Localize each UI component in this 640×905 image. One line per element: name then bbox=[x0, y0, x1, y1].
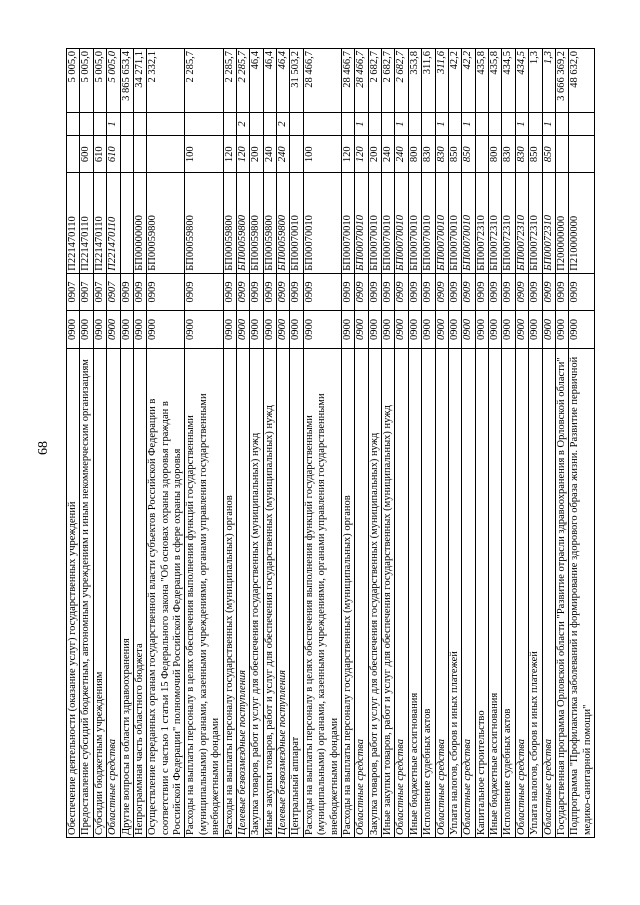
expense-type-cell: 120 bbox=[355, 136, 368, 173]
table-row bbox=[569, 49, 595, 838]
amount-cell: 435,8 bbox=[475, 49, 488, 113]
table-row bbox=[120, 49, 133, 838]
table-row bbox=[277, 49, 290, 838]
table-row bbox=[147, 49, 185, 838]
section-code-cell: 0909 bbox=[277, 273, 290, 310]
ministry-code-cell: 0900 bbox=[435, 311, 448, 348]
section-code-cell: 0909 bbox=[569, 273, 595, 310]
expense-type-cell: 610 bbox=[93, 136, 106, 173]
table-row bbox=[236, 49, 249, 838]
target-article-cell: БП00059800 bbox=[185, 173, 223, 273]
item-name-cell: Областные средства bbox=[395, 348, 408, 837]
ministry-code-cell: 0900 bbox=[462, 311, 475, 348]
item-name-cell: Областные средства bbox=[355, 348, 368, 837]
section-code-cell: 0909 bbox=[515, 273, 528, 310]
item-name-cell: Расходы на выплаты персоналу государственных (муниципальных) органов bbox=[341, 348, 354, 837]
table-row bbox=[185, 49, 223, 838]
item-name-cell: Государственная программа Орловской области "Развитие отрасли здравоохранения в Орловской области" bbox=[555, 348, 568, 837]
funding-source-cell bbox=[185, 113, 223, 136]
expense-type-cell bbox=[569, 136, 595, 173]
target-article-cell: БП00059800 bbox=[223, 173, 236, 273]
ministry-code-cell: 0900 bbox=[290, 311, 303, 348]
ministry-code-cell: 0900 bbox=[395, 311, 408, 348]
target-article-cell: БП00072310 bbox=[529, 173, 542, 273]
section-code-cell: 0909 bbox=[341, 273, 354, 310]
table-row bbox=[290, 49, 303, 838]
expense-type-cell bbox=[290, 136, 303, 173]
amount-cell: 3 865 653,4 bbox=[120, 49, 133, 113]
section-code-cell: 0909 bbox=[448, 273, 461, 310]
table-row bbox=[107, 49, 120, 838]
ministry-code-cell: 0900 bbox=[422, 311, 435, 348]
amount-cell: 2 682,7 bbox=[382, 49, 395, 113]
expense-type-cell: 100 bbox=[185, 136, 223, 173]
funding-source-cell: 1 bbox=[515, 113, 528, 136]
section-code-cell: 0909 bbox=[555, 273, 568, 310]
funding-source-cell bbox=[448, 113, 461, 136]
funding-source-cell: 1 bbox=[395, 113, 408, 136]
target-article-cell: БП00070010 bbox=[341, 173, 354, 273]
amount-cell: 2 332,1 bbox=[147, 49, 185, 113]
amount-cell: 42,2 bbox=[462, 49, 475, 113]
section-code-cell: 0909 bbox=[355, 273, 368, 310]
funding-source-cell bbox=[223, 113, 236, 136]
target-article-cell: БП00070010 bbox=[382, 173, 395, 273]
table-row bbox=[341, 49, 354, 838]
target-article-cell: БП00059800 bbox=[263, 173, 276, 273]
funding-source-cell bbox=[93, 113, 106, 136]
section-code-cell: 0909 bbox=[290, 273, 303, 310]
ministry-code-cell: 0900 bbox=[502, 311, 515, 348]
target-article-cell: БП00059800 bbox=[147, 173, 185, 273]
expense-type-cell bbox=[120, 136, 133, 173]
amount-cell: 5 005,0 bbox=[80, 49, 93, 113]
funding-source-cell bbox=[502, 113, 515, 136]
funding-source-cell bbox=[382, 113, 395, 136]
item-name-cell: Целевые безвозмездные поступления bbox=[277, 348, 290, 837]
amount-cell: 434,5 bbox=[515, 49, 528, 113]
expense-type-cell: 240 bbox=[382, 136, 395, 173]
ministry-code-cell: 0900 bbox=[368, 311, 381, 348]
target-article-cell: БП00070010 bbox=[435, 173, 448, 273]
table-row bbox=[435, 49, 448, 838]
ministry-code-cell: 0900 bbox=[515, 311, 528, 348]
amount-cell: 353,8 bbox=[408, 49, 421, 113]
funding-source-cell bbox=[475, 113, 488, 136]
target-article-cell: БП00072310 bbox=[489, 173, 502, 273]
target-article-cell: БП00070010 bbox=[395, 173, 408, 273]
section-code-cell: 0909 bbox=[120, 273, 133, 310]
section-code-cell: 0909 bbox=[408, 273, 421, 310]
target-article-cell: П200000000 bbox=[555, 173, 568, 273]
funding-source-cell bbox=[250, 113, 263, 136]
funding-source-cell: 2 bbox=[236, 113, 249, 136]
expense-type-cell: 120 bbox=[236, 136, 249, 173]
target-article-cell: БП00070010 bbox=[448, 173, 461, 273]
section-code-cell: 0909 bbox=[435, 273, 448, 310]
amount-cell: 2 285,7 bbox=[185, 49, 223, 113]
table-row bbox=[408, 49, 421, 838]
item-name-cell: Субсидии бюджетным учреждениям bbox=[93, 348, 106, 837]
funding-source-cell bbox=[133, 113, 146, 136]
ministry-code-cell: 0900 bbox=[147, 311, 185, 348]
table-row bbox=[542, 49, 555, 838]
expense-type-cell: 120 bbox=[223, 136, 236, 173]
budget-table-body bbox=[67, 49, 595, 838]
expense-type-cell: 200 bbox=[250, 136, 263, 173]
ministry-code-cell: 0900 bbox=[236, 311, 249, 348]
amount-cell: 5 005,0 bbox=[67, 49, 80, 113]
target-article-cell: БП00070010 bbox=[290, 173, 303, 273]
expense-type-cell bbox=[147, 136, 185, 173]
target-article-cell bbox=[120, 173, 133, 273]
section-code-cell: 0907 bbox=[80, 273, 93, 310]
funding-source-cell bbox=[422, 113, 435, 136]
item-name-cell: Областные средства bbox=[107, 348, 120, 837]
table-row bbox=[263, 49, 276, 838]
target-article-cell: П221470110 bbox=[93, 173, 106, 273]
item-name-cell: Иные бюджетные ассигнования bbox=[489, 348, 502, 837]
amount-cell: 3 666 369,2 bbox=[555, 49, 568, 113]
section-code-cell: 0909 bbox=[368, 273, 381, 310]
section-code-cell: 0909 bbox=[395, 273, 408, 310]
item-name-cell: Областные средства bbox=[515, 348, 528, 837]
item-name-cell: Центральный аппарат bbox=[290, 348, 303, 837]
item-name-cell: Расходы на выплаты персоналу в целях обеспечения выполнения функций государственными (муниципальными) органами, казенными учреждениями, органами управления государственными внебюджетными фондами bbox=[185, 348, 223, 837]
page-number: 68 bbox=[36, 441, 51, 455]
amount-cell: 2 285,7 bbox=[223, 49, 236, 113]
funding-source-cell: 1 bbox=[107, 113, 120, 136]
expense-type-cell: 610 bbox=[107, 136, 120, 173]
expense-type-cell bbox=[475, 136, 488, 173]
amount-cell: 46,4 bbox=[277, 49, 290, 113]
budget-table bbox=[66, 48, 595, 838]
ministry-code-cell: 0900 bbox=[542, 311, 555, 348]
ministry-code-cell: 0900 bbox=[355, 311, 368, 348]
amount-cell: 435,8 bbox=[489, 49, 502, 113]
section-code-cell: 0907 bbox=[107, 273, 120, 310]
amount-cell: 34 271,1 bbox=[133, 49, 146, 113]
target-article-cell: БП00059800 bbox=[250, 173, 263, 273]
expense-type-cell: 100 bbox=[303, 136, 341, 173]
section-code-cell: 0909 bbox=[236, 273, 249, 310]
funding-source-cell bbox=[408, 113, 421, 136]
target-article-cell: БП00070010 bbox=[422, 173, 435, 273]
section-code-cell: 0909 bbox=[502, 273, 515, 310]
item-name-cell: Подпрограмма "Профилактика заболеваний и формирование здорового образа жизни. Развитие первичной медико-санитарной помощи" bbox=[569, 348, 595, 837]
target-article-cell: БП00070010 bbox=[368, 173, 381, 273]
expense-type-cell: 240 bbox=[277, 136, 290, 173]
item-name-cell: Непрограммная часть областного бюджета bbox=[133, 348, 146, 837]
funding-source-cell bbox=[263, 113, 276, 136]
funding-source-cell bbox=[341, 113, 354, 136]
funding-source-cell bbox=[368, 113, 381, 136]
amount-cell: 28 466,7 bbox=[341, 49, 354, 113]
funding-source-cell bbox=[489, 113, 502, 136]
amount-cell: 28 466,7 bbox=[355, 49, 368, 113]
table-row bbox=[303, 49, 341, 838]
funding-source-cell bbox=[120, 113, 133, 136]
target-article-cell: БП00072310 bbox=[502, 173, 515, 273]
expense-type-cell bbox=[67, 136, 80, 173]
target-article-cell: БП00059800 bbox=[236, 173, 249, 273]
table-row bbox=[250, 49, 263, 838]
funding-source-cell bbox=[80, 113, 93, 136]
section-code-cell: 0909 bbox=[147, 273, 185, 310]
target-article-cell: БП00072310 bbox=[542, 173, 555, 273]
expense-type-cell: 830 bbox=[422, 136, 435, 173]
item-name-cell: Иные закупки товаров, работ и услуг для обеспечения государственных (муниципальных) нужд bbox=[263, 348, 276, 837]
item-name-cell: Предоставление субсидий бюджетным, автономным учреждениям и иным некоммерческим организациям bbox=[80, 348, 93, 837]
ministry-code-cell: 0900 bbox=[303, 311, 341, 348]
table-row bbox=[422, 49, 435, 838]
section-code-cell: 0909 bbox=[382, 273, 395, 310]
section-code-cell: 0909 bbox=[263, 273, 276, 310]
funding-source-cell bbox=[67, 113, 80, 136]
funding-source-cell bbox=[290, 113, 303, 136]
section-code-cell: 0907 bbox=[67, 273, 80, 310]
funding-source-cell bbox=[569, 113, 595, 136]
target-article-cell: БП00000000 bbox=[133, 173, 146, 273]
item-name-cell: Исполнение судебных актов bbox=[502, 348, 515, 837]
amount-cell: 48 632,0 bbox=[569, 49, 595, 113]
expense-type-cell bbox=[555, 136, 568, 173]
ministry-code-cell: 0900 bbox=[223, 311, 236, 348]
table-row bbox=[448, 49, 461, 838]
amount-cell: 1,3 bbox=[529, 49, 542, 113]
ministry-code-cell: 0900 bbox=[489, 311, 502, 348]
item-name-cell: Иные закупки товаров, работ и услуг для обеспечения государственных (муниципальных) нужд bbox=[382, 348, 395, 837]
amount-cell: 1,3 bbox=[542, 49, 555, 113]
amount-cell: 28 466,7 bbox=[303, 49, 341, 113]
item-name-cell: Осуществление переданных органам государственной власти субъектов Российской Федерации в соответствии с частью 1 статьи 15 Федерального закона "Об основах охраны здоровья граждан в Российской Федерации" полномочий Российской Федерации в сфере охраны здоровья bbox=[147, 348, 185, 837]
target-article-cell: БП00070010 bbox=[303, 173, 341, 273]
item-name-cell: Областные средства bbox=[542, 348, 555, 837]
ministry-code-cell: 0900 bbox=[555, 311, 568, 348]
amount-cell: 311,6 bbox=[422, 49, 435, 113]
table-row bbox=[93, 49, 106, 838]
target-article-cell: П221470110 bbox=[67, 173, 80, 273]
target-article-cell: БП00070010 bbox=[355, 173, 368, 273]
section-code-cell: 0909 bbox=[223, 273, 236, 310]
ministry-code-cell: 0900 bbox=[341, 311, 354, 348]
expense-type-cell: 850 bbox=[462, 136, 475, 173]
ministry-code-cell: 0900 bbox=[569, 311, 595, 348]
table-row bbox=[489, 49, 502, 838]
ministry-code-cell: 0900 bbox=[475, 311, 488, 348]
item-name-cell: Закупка товаров, работ и услуг для обеспечения государственных (муниципальных) нужд bbox=[368, 348, 381, 837]
funding-source-cell bbox=[303, 113, 341, 136]
expense-type-cell: 850 bbox=[529, 136, 542, 173]
expense-type-cell: 200 bbox=[368, 136, 381, 173]
ministry-code-cell: 0900 bbox=[408, 311, 421, 348]
ministry-code-cell: 0900 bbox=[185, 311, 223, 348]
item-name-cell: Капитальное строительство bbox=[475, 348, 488, 837]
section-code-cell: 0909 bbox=[542, 273, 555, 310]
table-row bbox=[529, 49, 542, 838]
table-row bbox=[355, 49, 368, 838]
section-code-cell: 0909 bbox=[475, 273, 488, 310]
funding-source-cell bbox=[147, 113, 185, 136]
table-row bbox=[502, 49, 515, 838]
section-code-cell: 0909 bbox=[133, 273, 146, 310]
table-row bbox=[80, 49, 93, 838]
target-article-cell: БП00070010 bbox=[462, 173, 475, 273]
amount-cell: 5 005,0 bbox=[107, 49, 120, 113]
ministry-code-cell: 0900 bbox=[133, 311, 146, 348]
target-article-cell: БП00072310 bbox=[515, 173, 528, 273]
ministry-code-cell: 0900 bbox=[382, 311, 395, 348]
table-row bbox=[515, 49, 528, 838]
funding-source-cell bbox=[529, 113, 542, 136]
ministry-code-cell: 0900 bbox=[67, 311, 80, 348]
item-name-cell: Обеспечение деятельности (оказание услуг) государственных учреждений bbox=[67, 348, 80, 837]
item-name-cell: Уплата налогов, сборов и иных платежей bbox=[448, 348, 461, 837]
target-article-cell: БП00059800 bbox=[277, 173, 290, 273]
target-article-cell: П221470110 bbox=[107, 173, 120, 273]
expense-type-cell: 850 bbox=[448, 136, 461, 173]
expense-type-cell: 800 bbox=[408, 136, 421, 173]
expense-type-cell: 830 bbox=[502, 136, 515, 173]
section-code-cell: 0909 bbox=[489, 273, 502, 310]
section-code-cell: 0909 bbox=[303, 273, 341, 310]
amount-cell: 31 503,2 bbox=[290, 49, 303, 113]
ministry-code-cell: 0900 bbox=[80, 311, 93, 348]
funding-source-cell bbox=[555, 113, 568, 136]
expense-type-cell: 600 bbox=[80, 136, 93, 173]
target-article-cell: БП00072310 bbox=[475, 173, 488, 273]
funding-source-cell: 1 bbox=[542, 113, 555, 136]
ministry-code-cell: 0900 bbox=[107, 311, 120, 348]
item-name-cell: Исполнение судебных актов bbox=[422, 348, 435, 837]
amount-cell: 42,2 bbox=[448, 49, 461, 113]
ministry-code-cell: 0900 bbox=[529, 311, 542, 348]
amount-cell: 434,5 bbox=[502, 49, 515, 113]
table-row bbox=[555, 49, 568, 838]
amount-cell: 2 682,7 bbox=[395, 49, 408, 113]
section-code-cell: 0909 bbox=[250, 273, 263, 310]
funding-source-cell: 1 bbox=[462, 113, 475, 136]
funding-source-cell: 1 bbox=[355, 113, 368, 136]
ministry-code-cell: 0900 bbox=[277, 311, 290, 348]
section-code-cell: 0909 bbox=[185, 273, 223, 310]
ministry-code-cell: 0900 bbox=[93, 311, 106, 348]
item-name-cell: Уплата налогов, сборов и иных платежей bbox=[529, 348, 542, 837]
expense-type-cell: 800 bbox=[489, 136, 502, 173]
table-row bbox=[382, 49, 395, 838]
expense-type-cell: 240 bbox=[395, 136, 408, 173]
section-code-cell: 0909 bbox=[422, 273, 435, 310]
table-row bbox=[395, 49, 408, 838]
table-row bbox=[368, 49, 381, 838]
amount-cell: 311,6 bbox=[435, 49, 448, 113]
expense-type-cell: 830 bbox=[515, 136, 528, 173]
item-name-cell: Другие вопросы в области здравоохранения bbox=[120, 348, 133, 837]
expense-type-cell: 850 bbox=[542, 136, 555, 173]
expense-type-cell bbox=[133, 136, 146, 173]
target-article-cell: БП00070010 bbox=[408, 173, 421, 273]
ministry-code-cell: 0900 bbox=[250, 311, 263, 348]
item-name-cell: Иные бюджетные ассигнования bbox=[408, 348, 421, 837]
item-name-cell: Расходы на выплаты персоналу в целях обеспечения выполнения функций государственными (муниципальными) органами, казенными учреждениями, органами управления государственными внебюджетными фондами bbox=[303, 348, 341, 837]
expense-type-cell: 120 bbox=[341, 136, 354, 173]
amount-cell: 5 005,0 bbox=[93, 49, 106, 113]
table-row bbox=[67, 49, 80, 838]
table-row bbox=[223, 49, 236, 838]
section-code-cell: 0907 bbox=[93, 273, 106, 310]
table-row bbox=[133, 49, 146, 838]
rotated-page-content bbox=[66, 48, 593, 838]
amount-cell: 2 285,7 bbox=[236, 49, 249, 113]
funding-source-cell: 1 bbox=[435, 113, 448, 136]
amount-cell: 2 682,7 bbox=[368, 49, 381, 113]
amount-cell: 46,4 bbox=[263, 49, 276, 113]
item-name-cell: Областные средства bbox=[462, 348, 475, 837]
item-name-cell: Целевые безвозмездные поступления bbox=[236, 348, 249, 837]
item-name-cell: Расходы на выплаты персоналу государственных (муниципальных) органов bbox=[223, 348, 236, 837]
table-row bbox=[462, 49, 475, 838]
expense-type-cell: 240 bbox=[263, 136, 276, 173]
ministry-code-cell: 0900 bbox=[263, 311, 276, 348]
section-code-cell: 0909 bbox=[462, 273, 475, 310]
expense-type-cell: 830 bbox=[435, 136, 448, 173]
target-article-cell: П210000000 bbox=[569, 173, 595, 273]
item-name-cell: Областные средства bbox=[435, 348, 448, 837]
table-row bbox=[475, 49, 488, 838]
amount-cell: 46,4 bbox=[250, 49, 263, 113]
target-article-cell: П221470110 bbox=[80, 173, 93, 273]
ministry-code-cell: 0900 bbox=[120, 311, 133, 348]
ministry-code-cell: 0900 bbox=[448, 311, 461, 348]
section-code-cell: 0909 bbox=[529, 273, 542, 310]
item-name-cell: Закупка товаров, работ и услуг для обеспечения государственных (муниципальных) нужд bbox=[250, 348, 263, 837]
funding-source-cell: 2 bbox=[277, 113, 290, 136]
